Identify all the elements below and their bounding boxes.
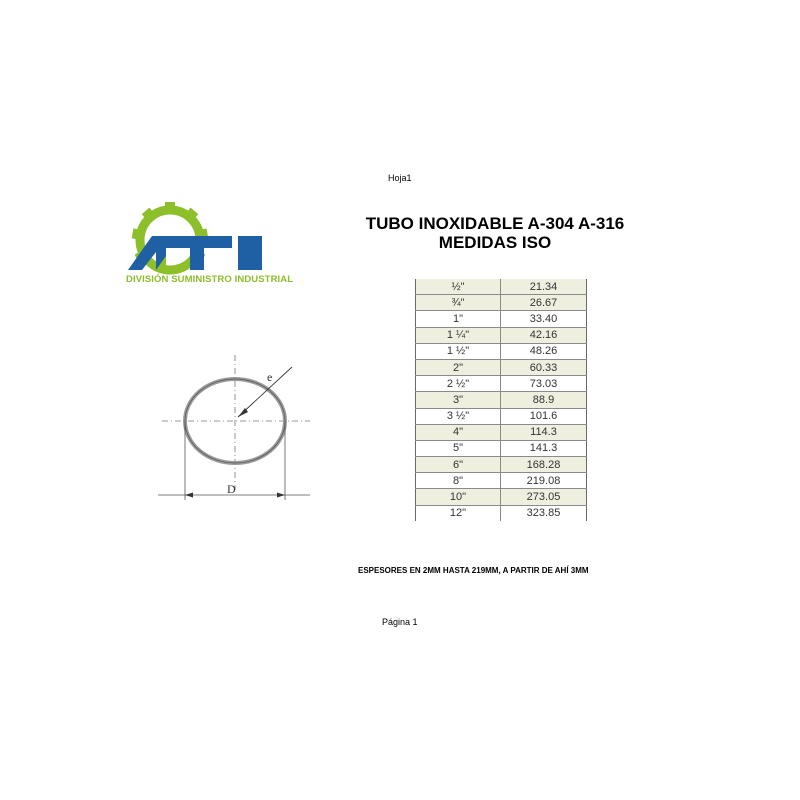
title-line-2: MEDIDAS ISO xyxy=(438,233,552,252)
table-row xyxy=(416,376,587,392)
nominal-size-cell: 3" xyxy=(416,392,501,408)
nominal-size-cell: 8" xyxy=(416,473,501,489)
table-row xyxy=(416,489,587,505)
table-row xyxy=(416,343,587,359)
thickness-note: ESPESORES EN 2MM HASTA 219MM, A PARTIR DE AHÍ 3MM xyxy=(358,566,589,575)
outer-diameter-cell: 21.34 xyxy=(501,279,587,295)
sheet-name: Hoja1 xyxy=(388,173,412,183)
size-table xyxy=(415,279,587,521)
outer-diameter-cell: 48.26 xyxy=(501,343,587,359)
nominal-size-cell: 1" xyxy=(416,311,501,327)
logo-tagline: DIVISIÓN SUMINISTRO INDUSTRIAL xyxy=(126,274,294,285)
table-row xyxy=(416,279,587,295)
page-number: Página 1 xyxy=(382,617,418,627)
table-row xyxy=(416,473,587,489)
outer-diameter-cell: 168.28 xyxy=(501,457,587,473)
diameter-label: D xyxy=(227,482,236,496)
nominal-size-cell: ¾" xyxy=(416,295,501,311)
table-row xyxy=(416,327,587,343)
outer-diameter-cell: 219.08 xyxy=(501,473,587,489)
nominal-size-cell: 1 ½" xyxy=(416,343,501,359)
outer-diameter-cell: 141.3 xyxy=(501,440,587,456)
title-line-1: TUBO INOXIDABLE A-304 A-316 xyxy=(365,214,625,233)
outer-diameter-cell: 33.40 xyxy=(501,311,587,327)
nominal-size-cell: ½" xyxy=(416,279,501,295)
table-row xyxy=(416,311,587,327)
nominal-size-cell: 4" xyxy=(416,424,501,440)
table-row xyxy=(416,424,587,440)
outer-diameter-cell: 60.33 xyxy=(501,359,587,375)
nominal-size-cell: 2" xyxy=(416,359,501,375)
nominal-size-cell: 3 ½" xyxy=(416,408,501,424)
table-row xyxy=(416,505,587,521)
outer-diameter-cell: 26.67 xyxy=(501,295,587,311)
table-row xyxy=(416,408,587,424)
table-row xyxy=(416,457,587,473)
outer-diameter-cell: 101.6 xyxy=(501,408,587,424)
outer-diameter-cell: 273.05 xyxy=(501,489,587,505)
table-row xyxy=(416,440,587,456)
thickness-label: e xyxy=(267,370,273,384)
nominal-size-cell: 12" xyxy=(416,505,501,521)
outer-diameter-cell: 73.03 xyxy=(501,376,587,392)
table-row xyxy=(416,359,587,375)
nominal-size-cell: 5" xyxy=(416,440,501,456)
page-title xyxy=(350,214,640,252)
nominal-size-cell: 6" xyxy=(416,457,501,473)
outer-diameter-cell: 323.85 xyxy=(501,505,587,521)
nominal-size-cell: 1 ¼" xyxy=(416,327,501,343)
table-row xyxy=(416,295,587,311)
outer-diameter-cell: 114.3 xyxy=(501,424,587,440)
pipe-cross-section-diagram xyxy=(150,355,320,505)
nominal-size-cell: 10" xyxy=(416,489,501,505)
table-row xyxy=(416,392,587,408)
nominal-size-cell: 2 ½" xyxy=(416,376,501,392)
outer-diameter-cell: 88.9 xyxy=(501,392,587,408)
outer-diameter-cell: 42.16 xyxy=(501,327,587,343)
